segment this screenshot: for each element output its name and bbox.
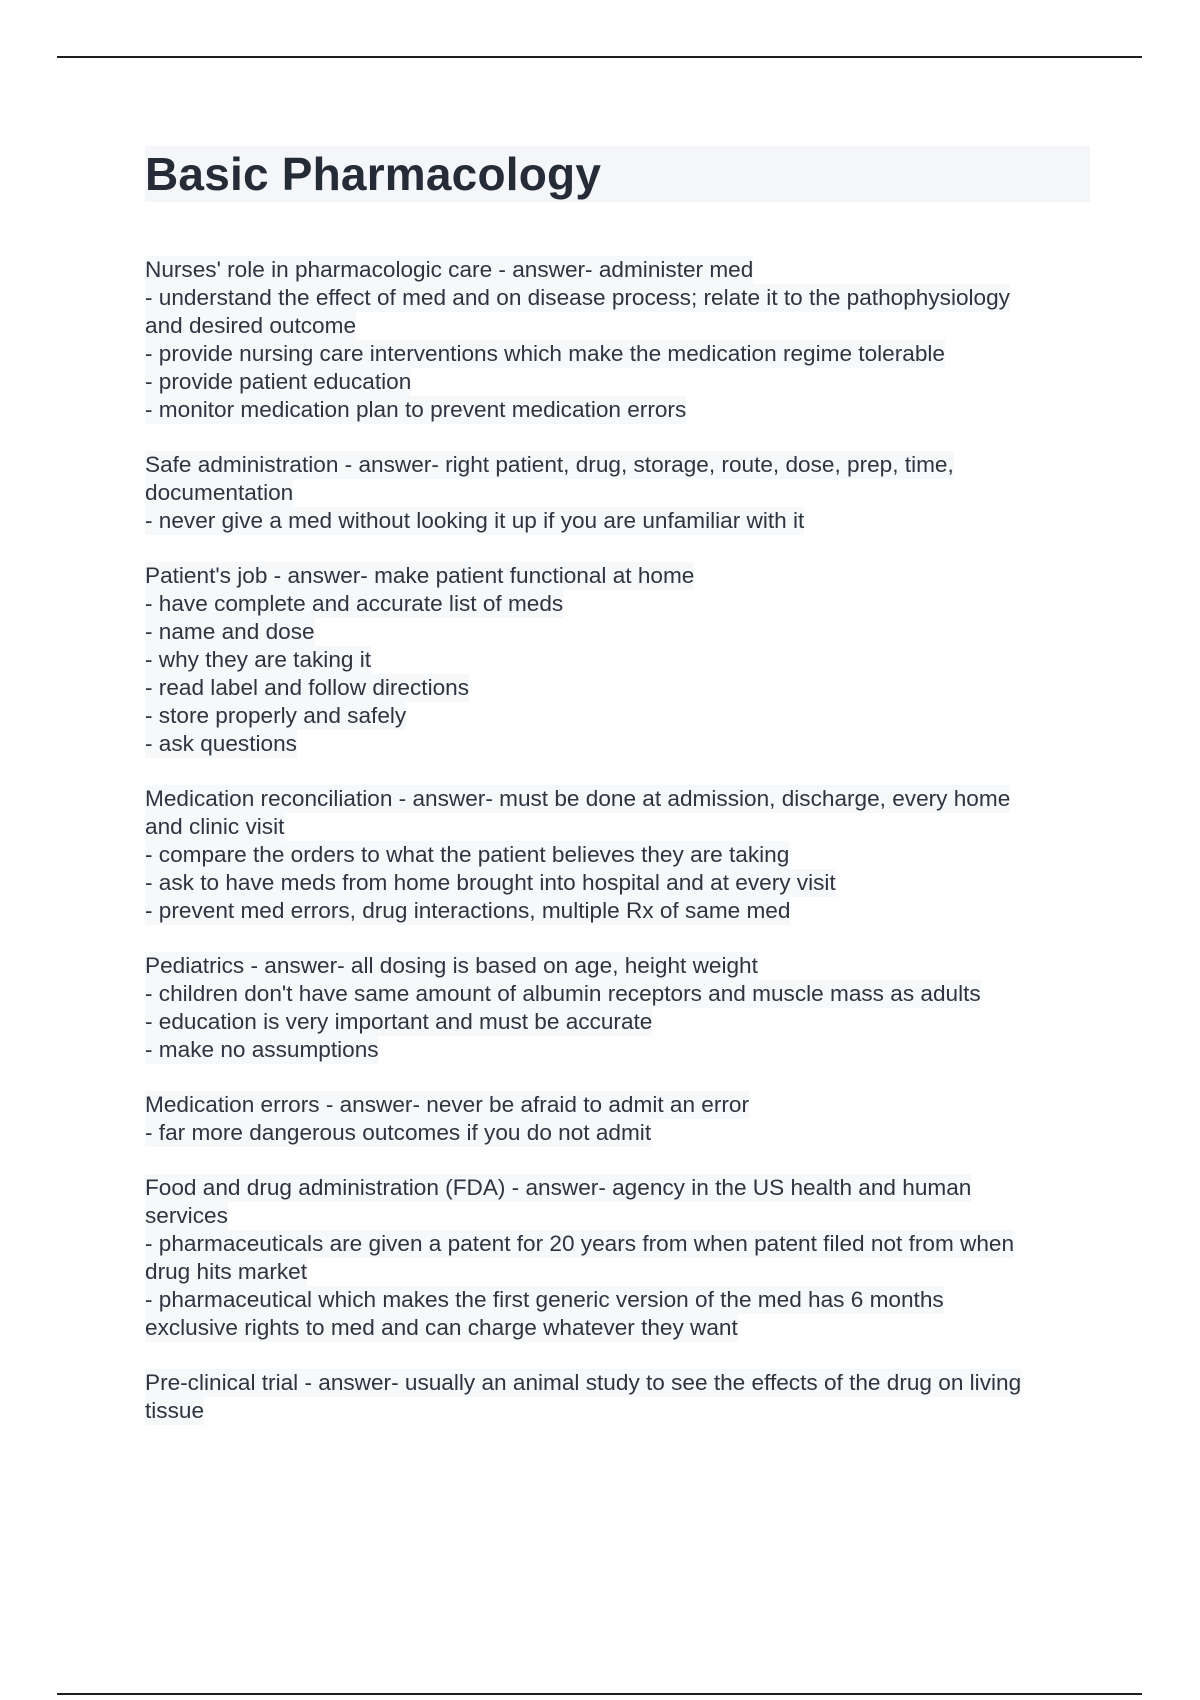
entry-answer-line: - education is very important and must be accurate (145, 1009, 653, 1034)
entry-answer-line: - provide nursing care interventions which make the medication regime tolerable (145, 341, 945, 366)
entry-answer-line: - understand the effect of med and on disease process; relate it to the pathophysiology (145, 285, 1010, 310)
entry-answer-line: - prevent med errors, drug interactions, multiple Rx of same med (145, 898, 791, 923)
qa-entry (145, 451, 1090, 535)
entry-question-line: Safe administration - answer- right patient, drug, storage, route, dose, prep, time, (145, 452, 954, 477)
entry-list (145, 256, 1090, 1425)
entry-answer-line: - store properly and safely (145, 703, 407, 728)
entry-answer-line: - pharmaceuticals are given a patent for 20 years from when patent filed not from when (145, 1231, 1015, 1256)
entry-answer-line: - read label and follow directions (145, 675, 470, 700)
entry-answer-line: services (145, 1203, 228, 1228)
qa-entry (145, 1174, 1090, 1342)
top-rule (57, 56, 1142, 58)
qa-entry (145, 256, 1090, 424)
entry-answer-line: - never give a med without looking it up if you are unfamiliar with it (145, 508, 805, 533)
entry-answer-line: and clinic visit (145, 814, 285, 839)
entry-answer-line: exclusive rights to med and can charge whatever they want (145, 1315, 738, 1340)
qa-entry (145, 785, 1090, 925)
entry-answer-line: - have complete and accurate list of meds (145, 591, 564, 616)
bottom-rule (57, 1693, 1142, 1695)
entry-answer-line: - why they are taking it (145, 647, 372, 672)
qa-entry (145, 1091, 1090, 1147)
entry-answer-line: - make no assumptions (145, 1037, 379, 1062)
qa-entry (145, 562, 1090, 758)
entry-answer-line: - far more dangerous outcomes if you do not admit (145, 1120, 652, 1145)
entry-answer-line: and desired outcome (145, 313, 357, 338)
entry-answer-line: - ask to have meds from home brought into hospital and at every visit (145, 870, 836, 895)
entry-question-line: Pre-clinical trial - answer- usually an animal study to see the effects of the drug on living (145, 1370, 1022, 1395)
entry-answer-line: - monitor medication plan to prevent medication errors (145, 397, 687, 422)
document-title: Basic Pharmacology (145, 146, 1090, 202)
entry-question-line: Medication reconciliation - answer- must be done at admission, discharge, every home (145, 786, 1011, 811)
entry-question-line: Pediatrics - answer- all dosing is based on age, height weight (145, 953, 758, 978)
entry-answer-line: tissue (145, 1398, 205, 1423)
entry-answer-line: - pharmaceutical which makes the first generic version of the med has 6 months (145, 1287, 944, 1312)
entry-answer-line: - compare the orders to what the patient believes they are taking (145, 842, 790, 867)
entry-answer-line: - name and dose (145, 619, 315, 644)
entry-question-line: Medication errors - answer- never be afraid to admit an error (145, 1092, 750, 1117)
entry-question-line: Patient's job - answer- make patient functional at home (145, 563, 695, 588)
qa-entry (145, 952, 1090, 1064)
entry-answer-line: - ask questions (145, 731, 297, 756)
entry-answer-line: - children don't have same amount of albumin receptors and muscle mass as adults (145, 981, 981, 1006)
entry-question-line: Food and drug administration (FDA) - answer- agency in the US health and human (145, 1175, 972, 1200)
document-page (145, 146, 1090, 1452)
entry-answer-line: - provide patient education (145, 369, 412, 394)
entry-answer-line: drug hits market (145, 1259, 307, 1284)
entry-answer-line: documentation (145, 480, 294, 505)
entry-question-line: Nurses' role in pharmacologic care - answer- administer med (145, 257, 754, 282)
qa-entry (145, 1369, 1090, 1425)
